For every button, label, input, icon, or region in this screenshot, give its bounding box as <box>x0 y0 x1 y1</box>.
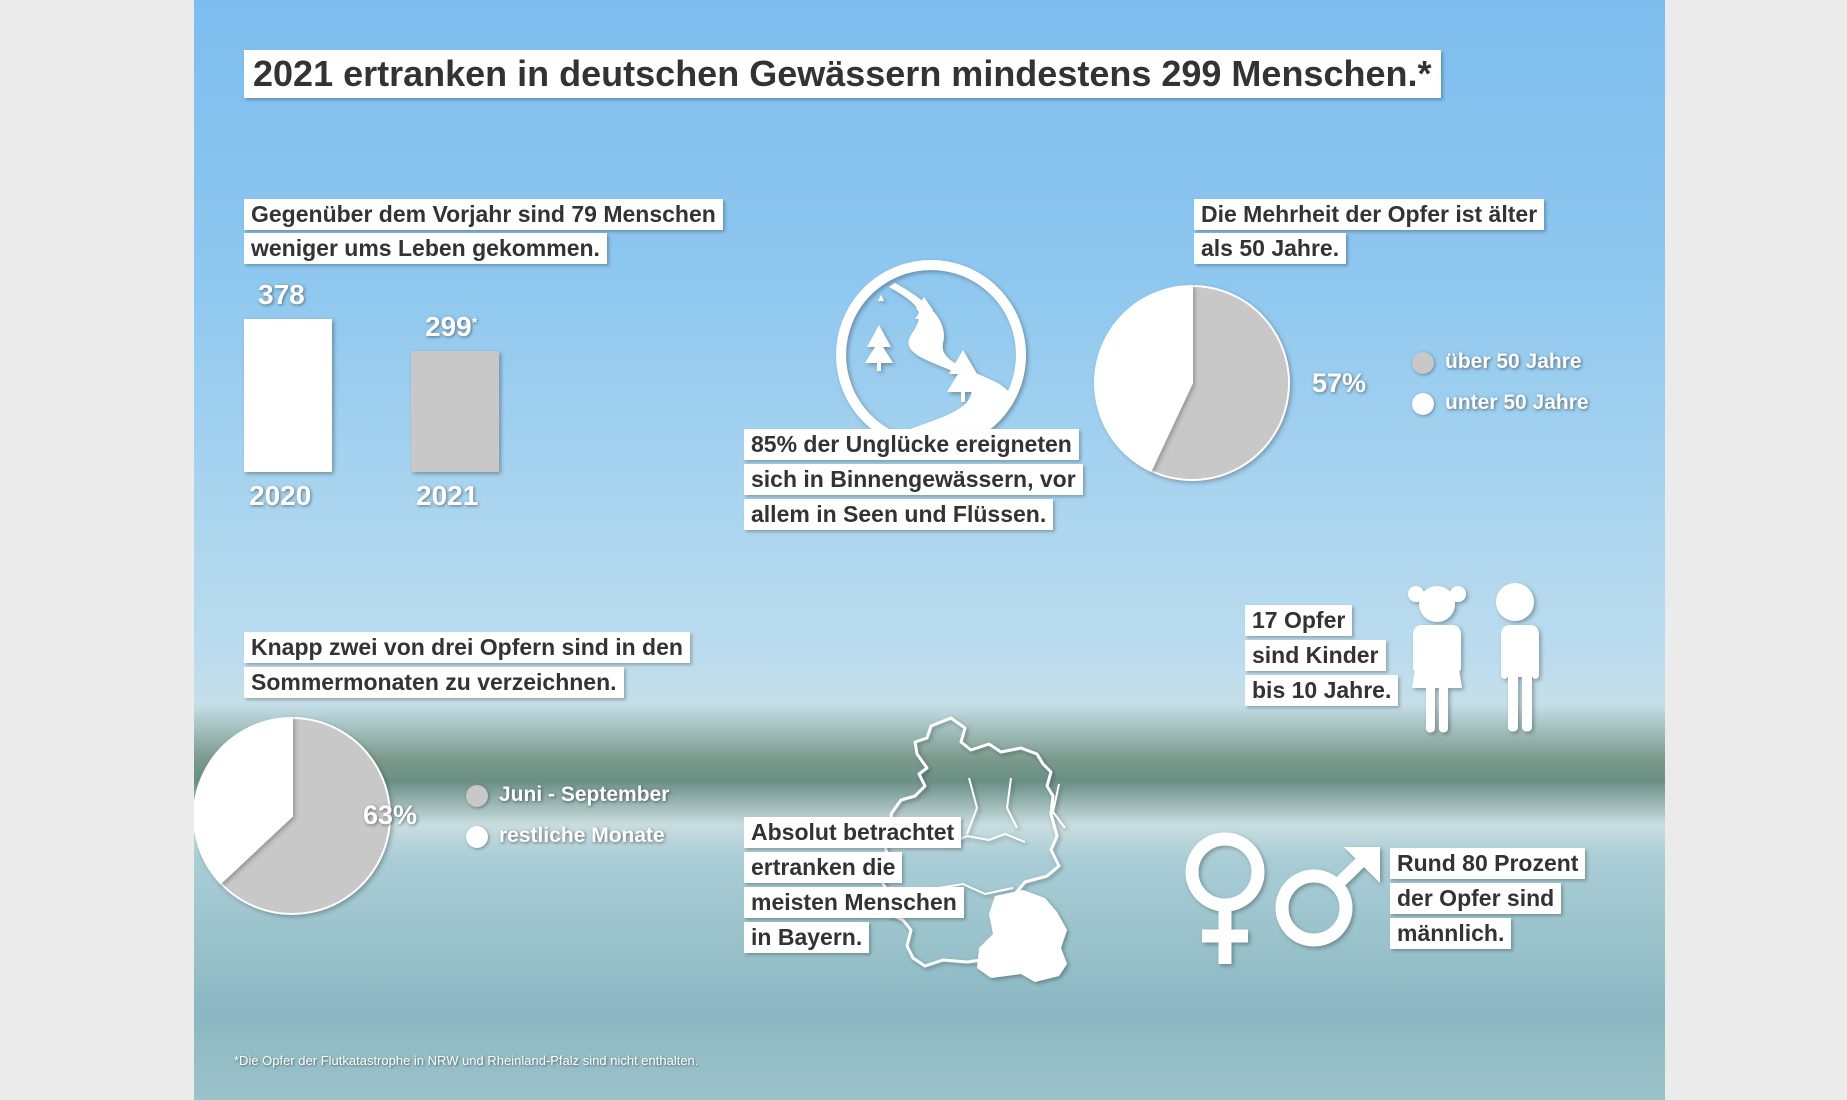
caption-line: Rund 80 Prozent <box>1390 848 1585 879</box>
caption-line: Knapp zwei von drei Opfern sind in den <box>244 632 690 663</box>
bar-value-label: 299* <box>425 310 478 342</box>
caption-line: der Opfer sind <box>1390 883 1561 914</box>
footnote: *Die Opfer der Flutkatastrophe in NRW und Rheinland-Pfalz sind nicht enthalten. <box>234 1053 699 1068</box>
river-forest-icon <box>831 255 1031 455</box>
bar-2020 <box>244 319 332 472</box>
legend-label: restliche Monate <box>499 824 665 847</box>
legend-swatch <box>1412 352 1434 374</box>
bar-category-label: 2020 <box>249 480 312 511</box>
legend-label: unter 50 Jahre <box>1445 391 1589 414</box>
bar-value-label: 378 <box>258 278 305 310</box>
caption-line: männlich. <box>1390 918 1511 949</box>
male-symbol-icon <box>1274 845 1384 950</box>
infographic-canvas <box>194 0 1665 1100</box>
caption-line: allem in Seen und Flüssen. <box>744 499 1053 530</box>
legend-label: Juni - September <box>499 783 670 806</box>
legend-swatch <box>1412 393 1434 415</box>
legend-label: über 50 Jahre <box>1445 350 1582 373</box>
caption-line: sich in Binnengewässern, vor <box>744 464 1083 495</box>
caption-line: Absolut betrachtet <box>744 817 961 848</box>
pie-svg <box>1095 286 1299 490</box>
female-symbol-icon <box>1180 830 1270 970</box>
caption-line: Die Mehrheit der Opfer ist älter <box>1194 199 1544 230</box>
caption-line: Gegenüber dem Vorjahr sind 79 Menschen <box>244 199 723 230</box>
caption-line: als 50 Jahre. <box>1194 233 1346 264</box>
caption-line: 17 Opfer <box>1245 605 1352 636</box>
legend-swatch <box>466 826 488 848</box>
germany-map-icon <box>899 718 1139 1012</box>
caption-line: weniger ums Leben gekommen. <box>244 233 607 264</box>
caption-line: in Bayern. <box>744 922 869 953</box>
pie-value-label: 57% <box>1312 368 1367 398</box>
bar-category-label: 2021 <box>416 480 479 511</box>
pie-value-label: 63% <box>363 800 418 830</box>
caption-line: Sommermonaten zu verzeichnen. <box>244 667 624 698</box>
caption-line: sind Kinder <box>1245 640 1386 671</box>
caption-line: 85% der Unglücke ereigneten <box>744 429 1079 460</box>
children-icon <box>1404 580 1574 730</box>
caption-line: meisten Menschen <box>744 887 964 918</box>
bar-2021 <box>411 351 499 472</box>
caption-line: ertranken die <box>744 852 902 883</box>
legend-swatch <box>466 785 488 807</box>
page-title: 2021 ertranken in deutschen Gewässern mindestens 299 Menschen.* <box>244 50 1441 98</box>
caption-line: bis 10 Jahre. <box>1245 675 1398 706</box>
